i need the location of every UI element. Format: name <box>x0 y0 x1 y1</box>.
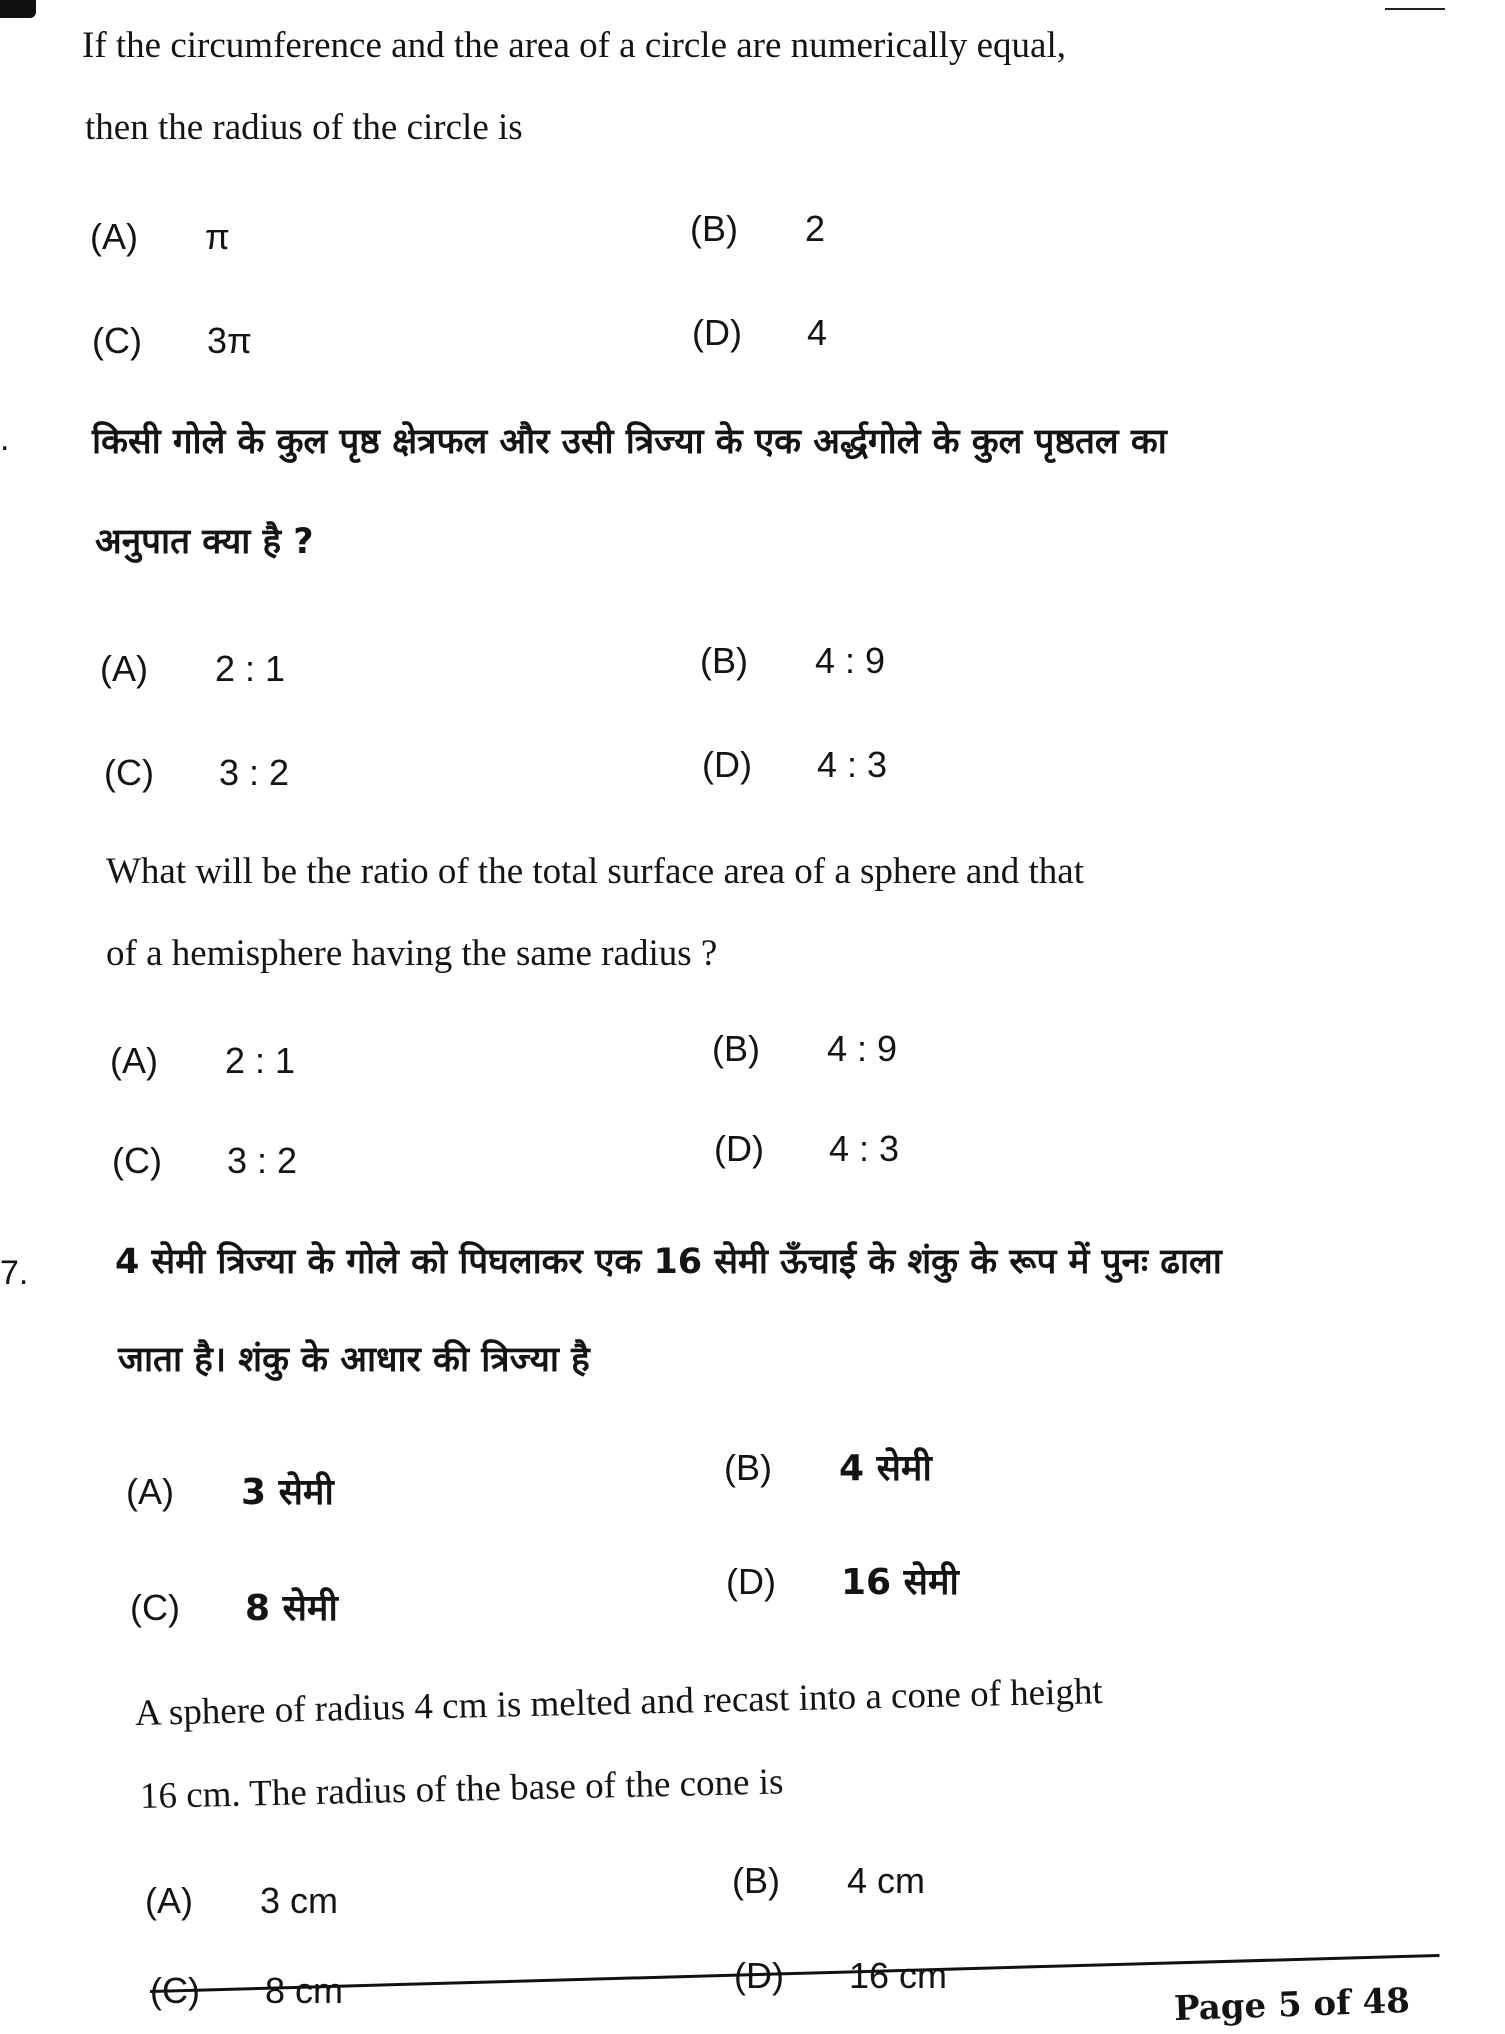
option-label: (D) <box>714 1128 764 1169</box>
option-label: (C) <box>92 320 142 361</box>
question-stem-line: अनुपात क्या है ? <box>95 522 314 562</box>
option-label: (D) <box>702 744 752 785</box>
option-label: (B) <box>712 1028 760 1069</box>
option-c <box>112 1140 297 1182</box>
option-value: 3 : 2 <box>227 1140 298 1181</box>
option-value: π <box>205 216 230 257</box>
option-b <box>712 1028 897 1070</box>
option-value: 4 <box>807 312 828 353</box>
option-b <box>724 1442 932 1491</box>
question-stem-line: A sphere of radius 4 cm is melted and recast into a cone of height <box>134 1671 1104 1734</box>
header-bracket-fragment <box>1385 0 1445 10</box>
option-label: (C) <box>150 1970 200 2011</box>
option-value: 4 : 9 <box>815 640 886 681</box>
option-d <box>714 1128 899 1170</box>
question-stem-line: किसी गोले के कुल पृष्ठ क्षेत्रफल और उसी त्रिज्या के एक अर्द्धगोले के कुल पृष्ठतल का <box>92 422 1167 462</box>
option-b <box>690 208 825 250</box>
question-stem-line: 4 सेमी त्रिज्या के गोले को पिघलाकर एक 16 सेमी ऊँचाई के शंकु के रूप में पुनः ढाला <box>115 1242 1222 1282</box>
question-number: . <box>0 420 10 458</box>
option-b <box>700 640 885 682</box>
option-d <box>726 1556 959 1605</box>
option-value: 4 : 3 <box>817 744 888 785</box>
option-label: (A) <box>145 1880 193 1921</box>
option-label: (D) <box>692 312 742 353</box>
option-label: (D) <box>726 1561 776 1602</box>
option-value: 3 सेमी <box>241 1472 334 1513</box>
option-label: (B) <box>732 1860 780 1901</box>
option-value: 8 cm <box>265 1970 344 2011</box>
scan-corner-mark <box>0 0 36 18</box>
question-stem-line: What will be the ratio of the total surface area of a sphere and that <box>106 851 1085 892</box>
option-value: 8 सेमी <box>245 1588 338 1629</box>
option-label: (A) <box>126 1471 174 1512</box>
question-stem-line: then the radius of the circle is <box>85 107 523 148</box>
option-value: 3 cm <box>260 1880 339 1921</box>
option-value: 4 सेमी <box>839 1448 932 1489</box>
option-a <box>110 1040 295 1082</box>
question-number: 7. <box>0 1254 29 1292</box>
option-c <box>130 1582 338 1631</box>
option-value: 16 सेमी <box>841 1562 959 1603</box>
option-label: (A) <box>110 1040 158 1081</box>
option-label: (B) <box>724 1447 772 1488</box>
option-label: (C) <box>130 1587 180 1628</box>
option-value: 3 : 2 <box>219 752 290 793</box>
option-label: (D) <box>734 1955 784 1996</box>
option-value: 4 : 3 <box>829 1128 900 1169</box>
option-value: 4 : 9 <box>827 1028 898 1069</box>
option-c <box>104 752 289 794</box>
option-label: (C) <box>112 1140 162 1181</box>
option-value: 2 : 1 <box>215 648 286 689</box>
option-label: (A) <box>90 216 138 257</box>
option-value: 16 cm <box>849 1955 948 1996</box>
option-d <box>692 312 827 354</box>
option-b <box>732 1860 925 1902</box>
option-value: 2 <box>805 208 826 249</box>
option-value: 2 : 1 <box>225 1040 296 1081</box>
question-stem-line: If the circumference and the area of a circle are numerically equal, <box>82 25 1067 66</box>
option-label: (B) <box>690 208 738 249</box>
option-d <box>734 1955 947 1997</box>
option-value: 4 cm <box>847 1860 926 1901</box>
option-a <box>100 648 285 690</box>
page-number: Page 5 of 48 <box>1173 1980 1411 2030</box>
option-label: (C) <box>104 752 154 793</box>
option-d <box>702 744 887 786</box>
question-stem-line: 16 cm. The radius of the base of the cone is <box>139 1761 784 1817</box>
option-a <box>126 1466 334 1515</box>
question-stem-line: जाता है। शंकु के आधार की त्रिज्या है <box>118 1340 590 1380</box>
option-c <box>92 320 252 362</box>
option-value: 3π <box>207 320 252 361</box>
option-label: (A) <box>100 648 148 689</box>
option-a <box>90 216 230 258</box>
question-stem-line: of a hemisphere having the same radius ? <box>106 933 718 974</box>
option-a <box>145 1880 338 1922</box>
option-label: (B) <box>700 640 748 681</box>
